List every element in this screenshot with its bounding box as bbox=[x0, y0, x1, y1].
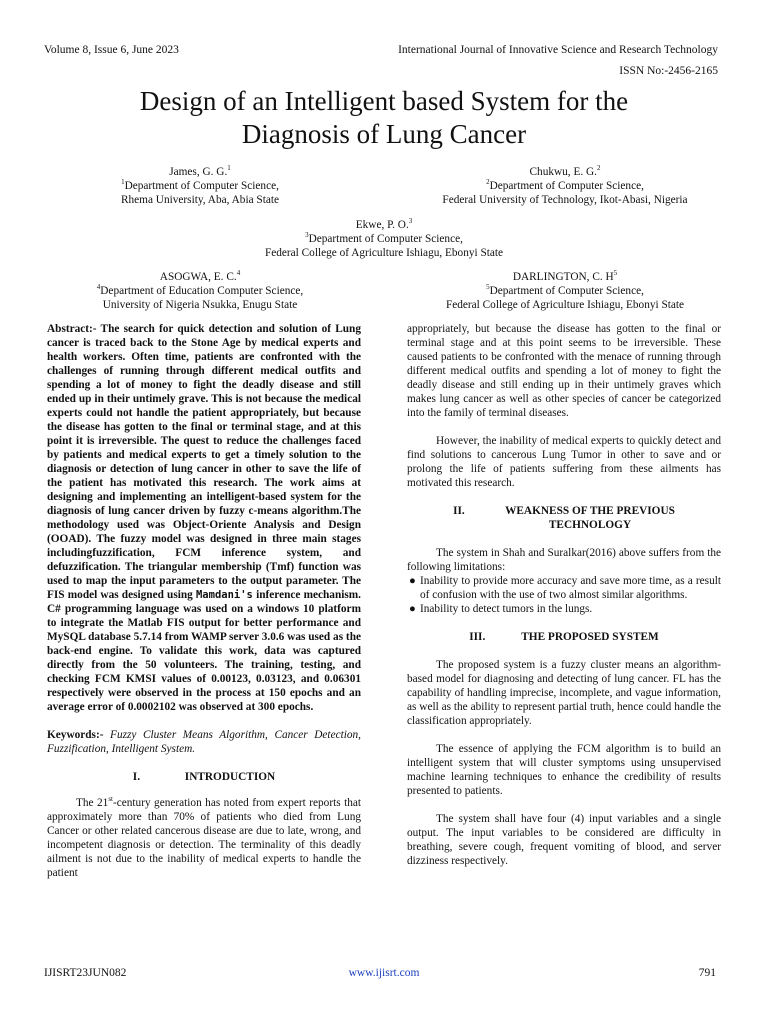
list-item: ● Inability to detect tumors in the lungs. bbox=[409, 603, 593, 615]
author-name: Chukwu, E. G. bbox=[529, 166, 597, 178]
author-name: Ekwe, P. O. bbox=[355, 219, 409, 231]
author-inst: Rhema University, Aba, Abia State bbox=[120, 194, 280, 206]
paragraph: However, the inability of medical experts to quickly detect and find solutions to cancerous Lung Tumor in other to save and or prolong the life of patients suffering from these ailments has motivated this research. bbox=[407, 435, 721, 489]
footer-website-link[interactable]: www.ijisrt.com bbox=[348, 967, 420, 979]
footer-paper-id: IJISRT23JUN082 bbox=[44, 967, 127, 979]
section-heading-proposed-system: III. THE PROPOSED SYSTEM bbox=[469, 631, 659, 643]
author-block-1: James, G. G.$^1$ $^1$Department of Computer Science, Rhema University, Aba, Abia State bbox=[60, 165, 340, 207]
title-line-2: Diagnosis of Lung Cancer bbox=[241, 119, 527, 149]
author-inst: Federal University of Technology, Ikot-Abasi, Nigeria bbox=[442, 194, 688, 206]
author-dept: Department of Computer Science, bbox=[308, 233, 463, 245]
bullet-icon: ● bbox=[409, 603, 416, 615]
author-block-4: ASOGWA, E. C.$^4$ $^4$Department of Education Computer Science, University of Nigeria Nsukka, Enugu State bbox=[55, 270, 345, 312]
author-block-3: Ekwe, P. O.$^3$ $^3$Department of Computer Science, Federal College of Agriculture Ishiagu, Ebonyi State bbox=[184, 218, 584, 260]
limitations-list bbox=[407, 574, 721, 616]
paragraph: The system shall have four (4) input variables and a single output. The input variables to be considered are difficulty in breathing, severe cough, frequent vomiting of blood, and server dizziness respectively. bbox=[407, 813, 721, 867]
paragraph: The proposed system is a fuzzy cluster means an algorithm-based model for diagnosing and detecting of lung cancer. FL has the capability of handling imprecise, incomplete, and vague information, as well as the ability to represent partial truth, hence could handle the classification appropriately. bbox=[407, 659, 721, 727]
abstract: Abstract:- The search for quick detection and solution of Lung cancer is traced back to the Stone Age by medical experts and health workers. Often time, patients are confronted with the challenges of running through different medical outfits and spending a lot of money to fight the deadly disease and still ended up in their untimely grave. This is not because the medical experts could not handle the patient appropriately, but because the disease has gotten to the final or terminal stage, and at this point it is irreversible. The quest to reduce the challenges faced by patients and medical experts to get a timely solution to the diagnosis or detection of lung cancer in other to save the life of the patient has motivated this research. The work aims at designing and implementing an intelligent-based system for the diagnosis of lung cancer driven by fuzzy c-means algorithm.The methodology used was Object-Oriente Analysis and Design (OOAD). The fuzzy model was designed in three main stages includingfuzzification, FCM inference system, and defuzzification. The triangular membership (Tmf) function was used to map the input parameters to the output parameter. The FIS model was designed using Mamdani's inference mechanism. C# programming language was used on a windows 10 platform to integrate the Matlab FIS output for better performance and MySQL database 5.7.14 from WAMP server 3.0.6 was used as the back-end engine. To validate this work, data was captured directly from the 50 volunteers. The training, testing, and checking FCM KMSI values of 0.00123, 0.03123, and 0.06301 respectively were observed in the process at 150 epochs and an average error of 0.0002102 was observed at 300 epochs. bbox=[47, 323, 361, 713]
title-line-1: Design of an Intelligent based System for the bbox=[139, 86, 629, 116]
keywords-label: Keywords:- bbox=[47, 729, 104, 741]
author-dept: Department of Computer Science, bbox=[124, 180, 279, 192]
section-heading-weakness: II. WEAKNESS OF THE PREVIOUS TECHNOLOGY bbox=[453, 505, 675, 531]
author-dept: Department of Education Computer Science, bbox=[100, 285, 304, 297]
footer-page-number: 791 bbox=[698, 967, 716, 979]
paragraph: The system in Shah and Suralkar(2016) above suffers from the following limitations: bbox=[407, 547, 721, 573]
header-volume: Volume 8, Issue 6, June 2023 bbox=[44, 44, 179, 56]
left-column bbox=[47, 322, 361, 880]
intro-paragraph: The 21st-century generation has noted from expert reports that approximately more than 70% of patients who died from Lung Cancer or other related cancerous disease are due to late, wrong, and incompetent diagnosis or detection. The terminality of this deadly ailment is not due to the inability of medical experts to handle the patient bbox=[47, 795, 362, 879]
list-item: ● Inability to provide more accuracy and save more time, as a result of confusion with the use of two almost similar algorithms. bbox=[409, 575, 721, 601]
header-issn: ISSN No:-2456-2165 bbox=[619, 65, 718, 77]
keywords: Keywords:- Fuzzy Cluster Means Algorithm, Cancer Detection, Fuzzification, Intelligent System. bbox=[47, 729, 361, 755]
paper-title bbox=[40, 85, 728, 151]
mamdani-term: Mamdani's bbox=[195, 589, 253, 601]
author-dept: Department of Computer Science, bbox=[489, 285, 644, 297]
author-name: DARLINGTON, C. H bbox=[512, 271, 614, 283]
section-heading-introduction: I. INTRODUCTION bbox=[132, 771, 276, 783]
author-inst: Federal College of Agriculture Ishiagu, Ebonyi State bbox=[445, 299, 685, 311]
author-name: ASOGWA, E. C. bbox=[159, 271, 237, 283]
author-dept: Department of Computer Science, bbox=[489, 180, 644, 192]
right-column bbox=[407, 322, 721, 868]
bullet-icon: ● bbox=[409, 575, 416, 587]
author-inst: University of Nigeria Nsukka, Enugu State bbox=[102, 299, 298, 311]
author-block-5: DARLINGTON, C. $H^5$ $^5$Department of Computer Science, Federal College of Agriculture Ishiagu, Ebonyi State bbox=[405, 270, 725, 312]
paragraph: The essence of applying the FCM algorithm is to build an intelligent system that will cluster symptoms using unsupervised machine learning techniques to enhance the credibility of results presented to patients. bbox=[407, 743, 721, 797]
paragraph: appropriately, but because the disease has gotten to the final or terminal stage and at this point seems to be irreversible. These caused patients to be confronted with the menace of running through different medical outfits and spending a lot of money to fight the deadly disease and still ending up in their untimely graves which makes lung cancer as well as other species of cancer be categorized into the family of terminal diseases. bbox=[407, 323, 721, 419]
author-name: James, G. G. bbox=[169, 166, 228, 178]
abstract-label: Abstract:- bbox=[47, 323, 97, 335]
header-journal: International Journal of Innovative Science and Research Technology bbox=[398, 44, 718, 56]
author-block-2: Chukwu, E. G.$^2$ $^2$Department of Computer Science, Federal University of Technology, Ikot-Abasi, Nigeria bbox=[410, 165, 720, 207]
author-inst: Federal College of Agriculture Ishiagu, Ebonyi State bbox=[264, 247, 504, 259]
